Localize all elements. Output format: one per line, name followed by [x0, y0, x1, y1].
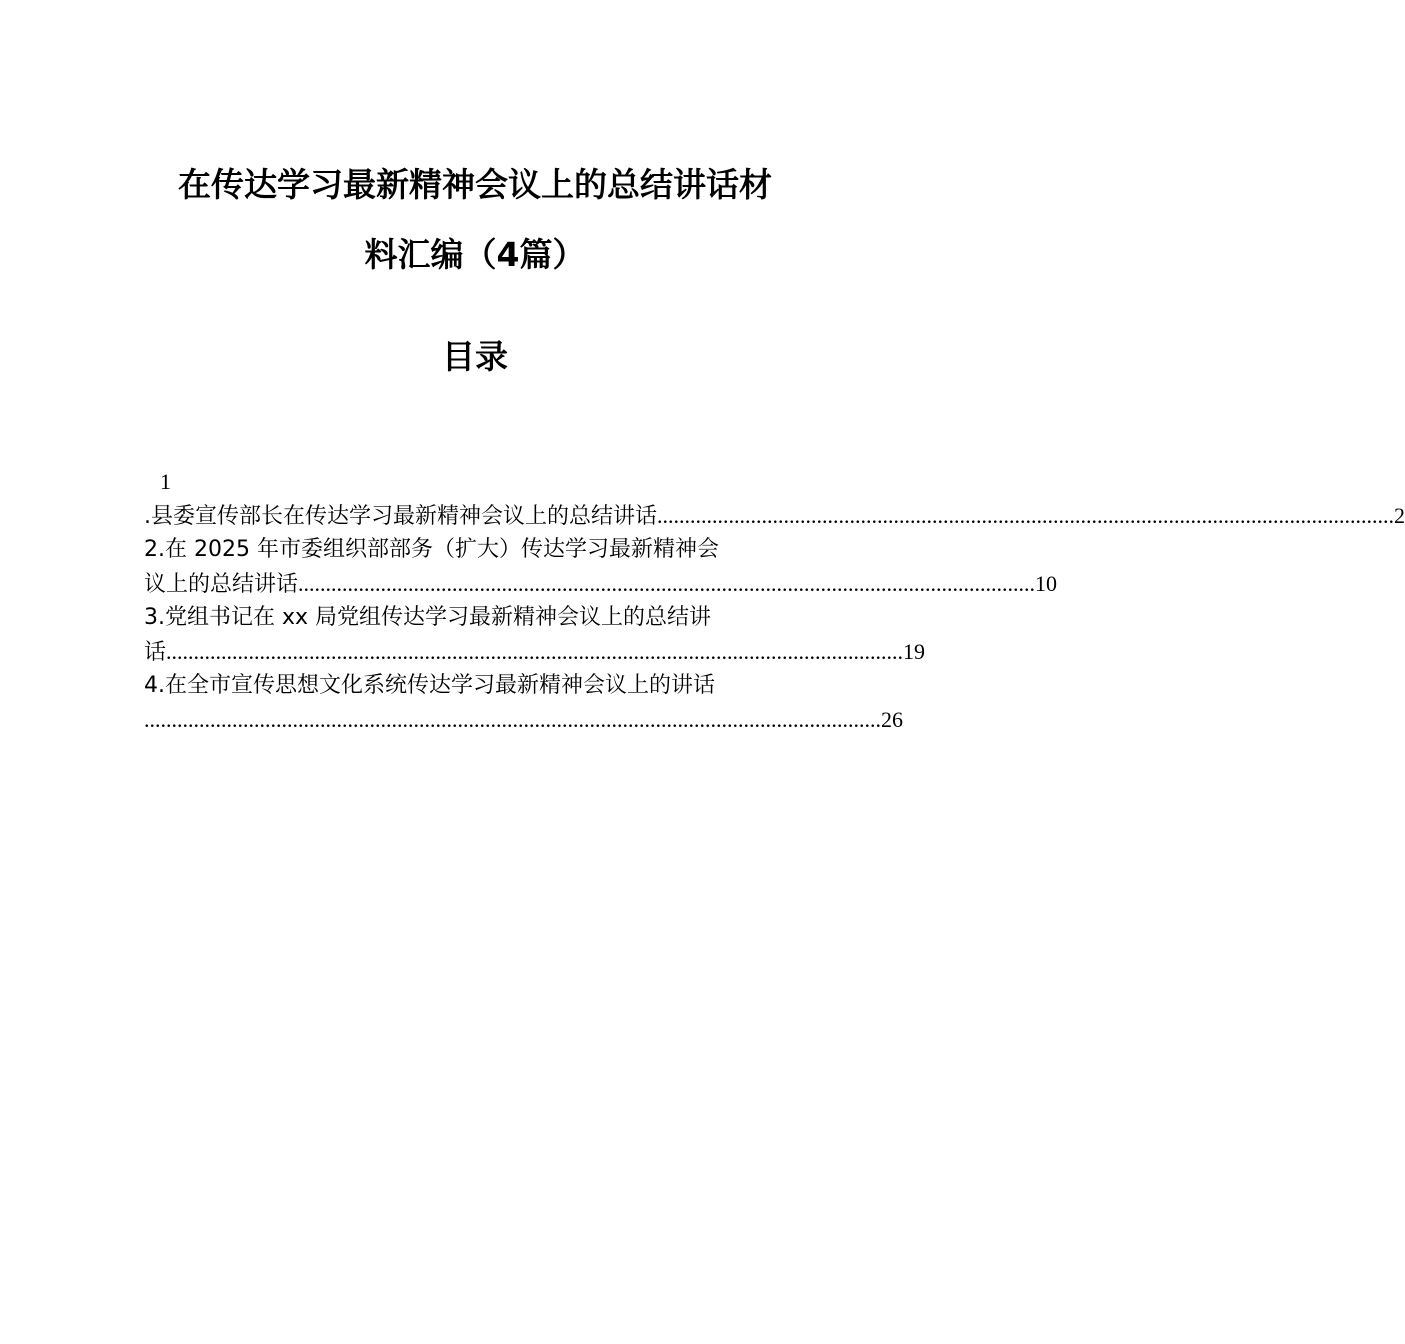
toc-entry-4-line-2[interactable] [144, 703, 903, 737]
toc-page-number: 10 [1035, 571, 1058, 596]
toc-leader-dots: ...................................................................................................................................... [144, 707, 881, 732]
toc-entry-title: .县委宣传部长在传达学习最新精神会议上的总结讲话 [144, 504, 657, 529]
toc-leader-dots: ...................................................................................................................................... [166, 639, 904, 664]
toc-entry-3-line-1[interactable] [144, 601, 805, 635]
document-title-line-1: 在传达学习最新精神会议上的总结讲话材 [178, 165, 772, 204]
toc-leader-dots: ...................................................................................................................................... [657, 503, 1394, 528]
toc-page-number: 26 [881, 707, 903, 732]
toc-heading: 目录 [442, 337, 508, 376]
toc-entry-1-number[interactable] [144, 465, 805, 499]
toc-entry-4-line-1[interactable] [144, 669, 805, 703]
toc-page-number: 19 [903, 639, 926, 664]
toc-entry-title-continued: 话 [144, 640, 167, 665]
toc-entry-title: 2.在 2025 年市委组织部部务（扩大）传达学习最新精神会 [144, 537, 719, 562]
toc-entry-2-line-2[interactable] [144, 567, 1058, 601]
toc-entry-title: 4.在全市宣传思想文化系统传达学习最新精神会议上的讲话 [144, 673, 715, 698]
toc-entry-2-line-1[interactable] [144, 533, 805, 567]
toc-entry-3-line-2[interactable] [144, 635, 926, 669]
toc-entry-title-continued: 议上的总结讲话 [144, 572, 299, 597]
toc-leader-dots: ...................................................................................................................................... [298, 571, 1036, 596]
toc-entry-number: 1 [160, 469, 171, 494]
document-title-line-2: 料汇编（4篇） [364, 235, 586, 274]
toc-entry-title: 3.党组书记在 xx 局党组传达学习最新精神会议上的总结讲 [144, 605, 712, 630]
toc-entry-1[interactable] [144, 499, 1405, 533]
table-of-contents [144, 465, 1405, 737]
toc-page-number: 2 [1394, 503, 1405, 528]
